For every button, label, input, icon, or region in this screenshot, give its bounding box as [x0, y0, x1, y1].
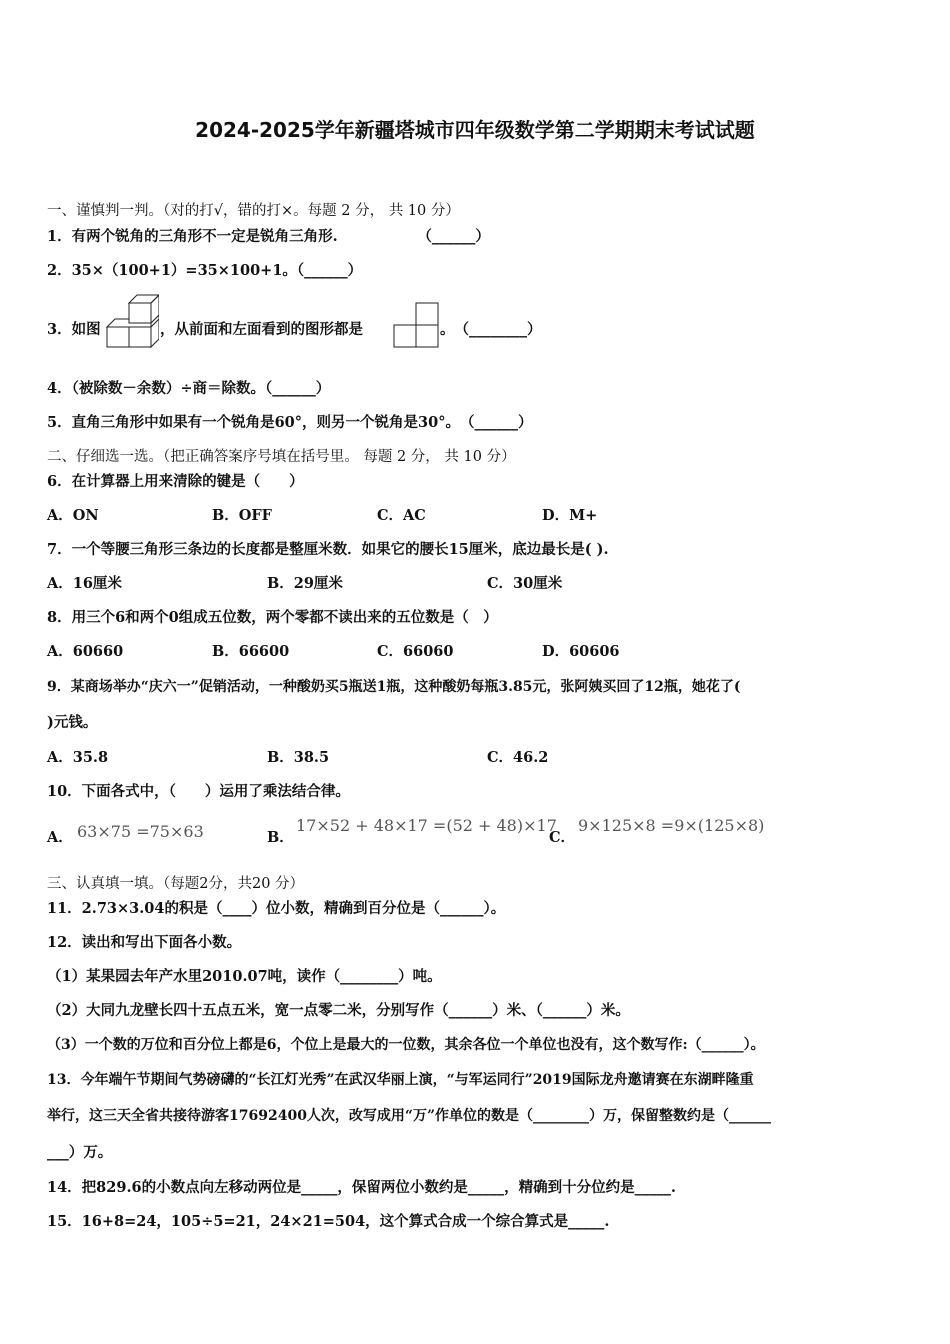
section-1-heading: 一、谨慎判一判。（对的打√，错的打×。每题 2 分， 共 10 分） [47, 203, 460, 219]
q6-option-c: C．AC [377, 507, 426, 524]
q7-option-a: A．16厘米 [47, 575, 122, 592]
section-3-heading: 三、认真填一填。（每题2分，共20 分） [47, 876, 305, 892]
question-15: 15．16+8=24，105÷5=21，24×21=504，这个算式合成一个综合算式是_____. [47, 1213, 610, 1230]
question-10: 10．下面各式中，（ ）运用了乘法结合律。 [47, 783, 350, 800]
q9-option-a: A．35.8 [47, 749, 109, 766]
q8-option-b: B．66600 [212, 643, 290, 660]
q10-option-b-expression: 17×52 + 48×17 =(52 + 48)×17 [296, 816, 557, 835]
question-13-line-3: ___）万。 [47, 1144, 113, 1161]
view-shape-figure [392, 301, 440, 349]
question-1: 1．有两个锐角的三角形不一定是锐角三角形. （______） [47, 228, 490, 245]
question-12-part-2: （2）大同九龙壁长四十五点五米，宽一点零二米，分别写作（______）米、（______）米。 [47, 1002, 630, 1019]
question-5: 5．直角三角形中如果有一个锐角是60°，则另一个锐角是30°。 （______） [47, 414, 533, 431]
q6-option-d: D．M+ [542, 507, 598, 524]
question-3-prefix: 3．如图 [47, 321, 101, 338]
q8-option-c: C．66060 [377, 643, 454, 660]
q10-option-b-label: B． [267, 829, 294, 846]
question-8: 8．用三个6和两个0组成五位数，两个零都不读出来的五位数是（ ） [47, 609, 498, 626]
question-11: 11．2.73×3.04的积是（____）位小数，精确到百分位是（______）。 [47, 900, 506, 917]
cube-stack-figure [103, 291, 159, 349]
question-12-part-1: （1）某果园去年产水里2010.07吨，读作（________）吨。 [47, 968, 442, 985]
q7-option-b: B．29厘米 [267, 575, 343, 592]
q10-option-c-label: C． [549, 829, 576, 846]
q8-option-d: D．60606 [542, 643, 620, 660]
section-2-heading: 二、仔细选一选。（把正确答案序号填在括号里。 每题 2 分， 共 10 分） [47, 449, 516, 465]
q10-option-a-label: A． [47, 829, 73, 846]
question-7: 7．一个等腰三角形三条边的长度都是整厘米数．如果它的腰长15厘米，底边最长是( ). [47, 541, 609, 558]
q8-option-a: A．60660 [47, 643, 124, 660]
q6-option-a: A．ON [47, 507, 99, 524]
question-9-line-2: )元钱。 [47, 714, 98, 731]
q9-option-b: B．38.5 [267, 749, 330, 766]
question-3-middle: ，从前面和左面看到的图形都是 [160, 321, 363, 338]
question-13-line-2: 举行，这三天全省共接待游客17692400人次，改写成用“万”作单位的数是（________）万，保留整数约是（______ [47, 1108, 772, 1124]
question-12-part-3: （3）一个数的万位和百分位上都是6，个位上是最大的一位数，其余各位一个单位也没有，这个数写作:（______）。 [47, 1037, 765, 1053]
question-3-suffix: 。 （________） [440, 321, 542, 338]
question-2: 2．35×（100+1）=35×100+1。（______） [47, 262, 363, 279]
page-title: 2024-2025学年新疆塔城市四年级数学第二学期期末考试试题 [195, 118, 755, 142]
question-9-line-1: 9．某商场举办“庆六一”促销活动，一种酸奶买5瓶送1瓶，这种酸奶每瓶3.85元，张阿姨买回了12瓶，她花了( [47, 679, 741, 695]
q7-option-c: C．30厘米 [487, 575, 563, 592]
q6-option-b: B．OFF [212, 507, 272, 524]
q10-option-a-expression: 63×75 =75×63 [77, 822, 204, 841]
q9-option-c: C．46.2 [487, 749, 549, 766]
question-14: 14．把829.6的小数点向左移动两位是_____，保留两位小数约是_____，精确到十分位约是_____. [47, 1179, 676, 1196]
question-13-line-1: 13．今年端午节期间气势磅礴的“长江灯光秀”在武汉华丽上演，“与军运同行”2019国际龙舟邀请赛在东湖畔隆重 [47, 1072, 754, 1088]
q10-option-c-expression: 9×125×8 =9×(125×8) [578, 816, 765, 835]
question-12: 12．读出和写出下面各小数。 [47, 934, 242, 951]
question-4: 4．（被除数－余数）÷商＝除数。（______） [47, 380, 331, 397]
question-6: 6．在计算器上用来清除的键是（ ） [47, 473, 304, 490]
